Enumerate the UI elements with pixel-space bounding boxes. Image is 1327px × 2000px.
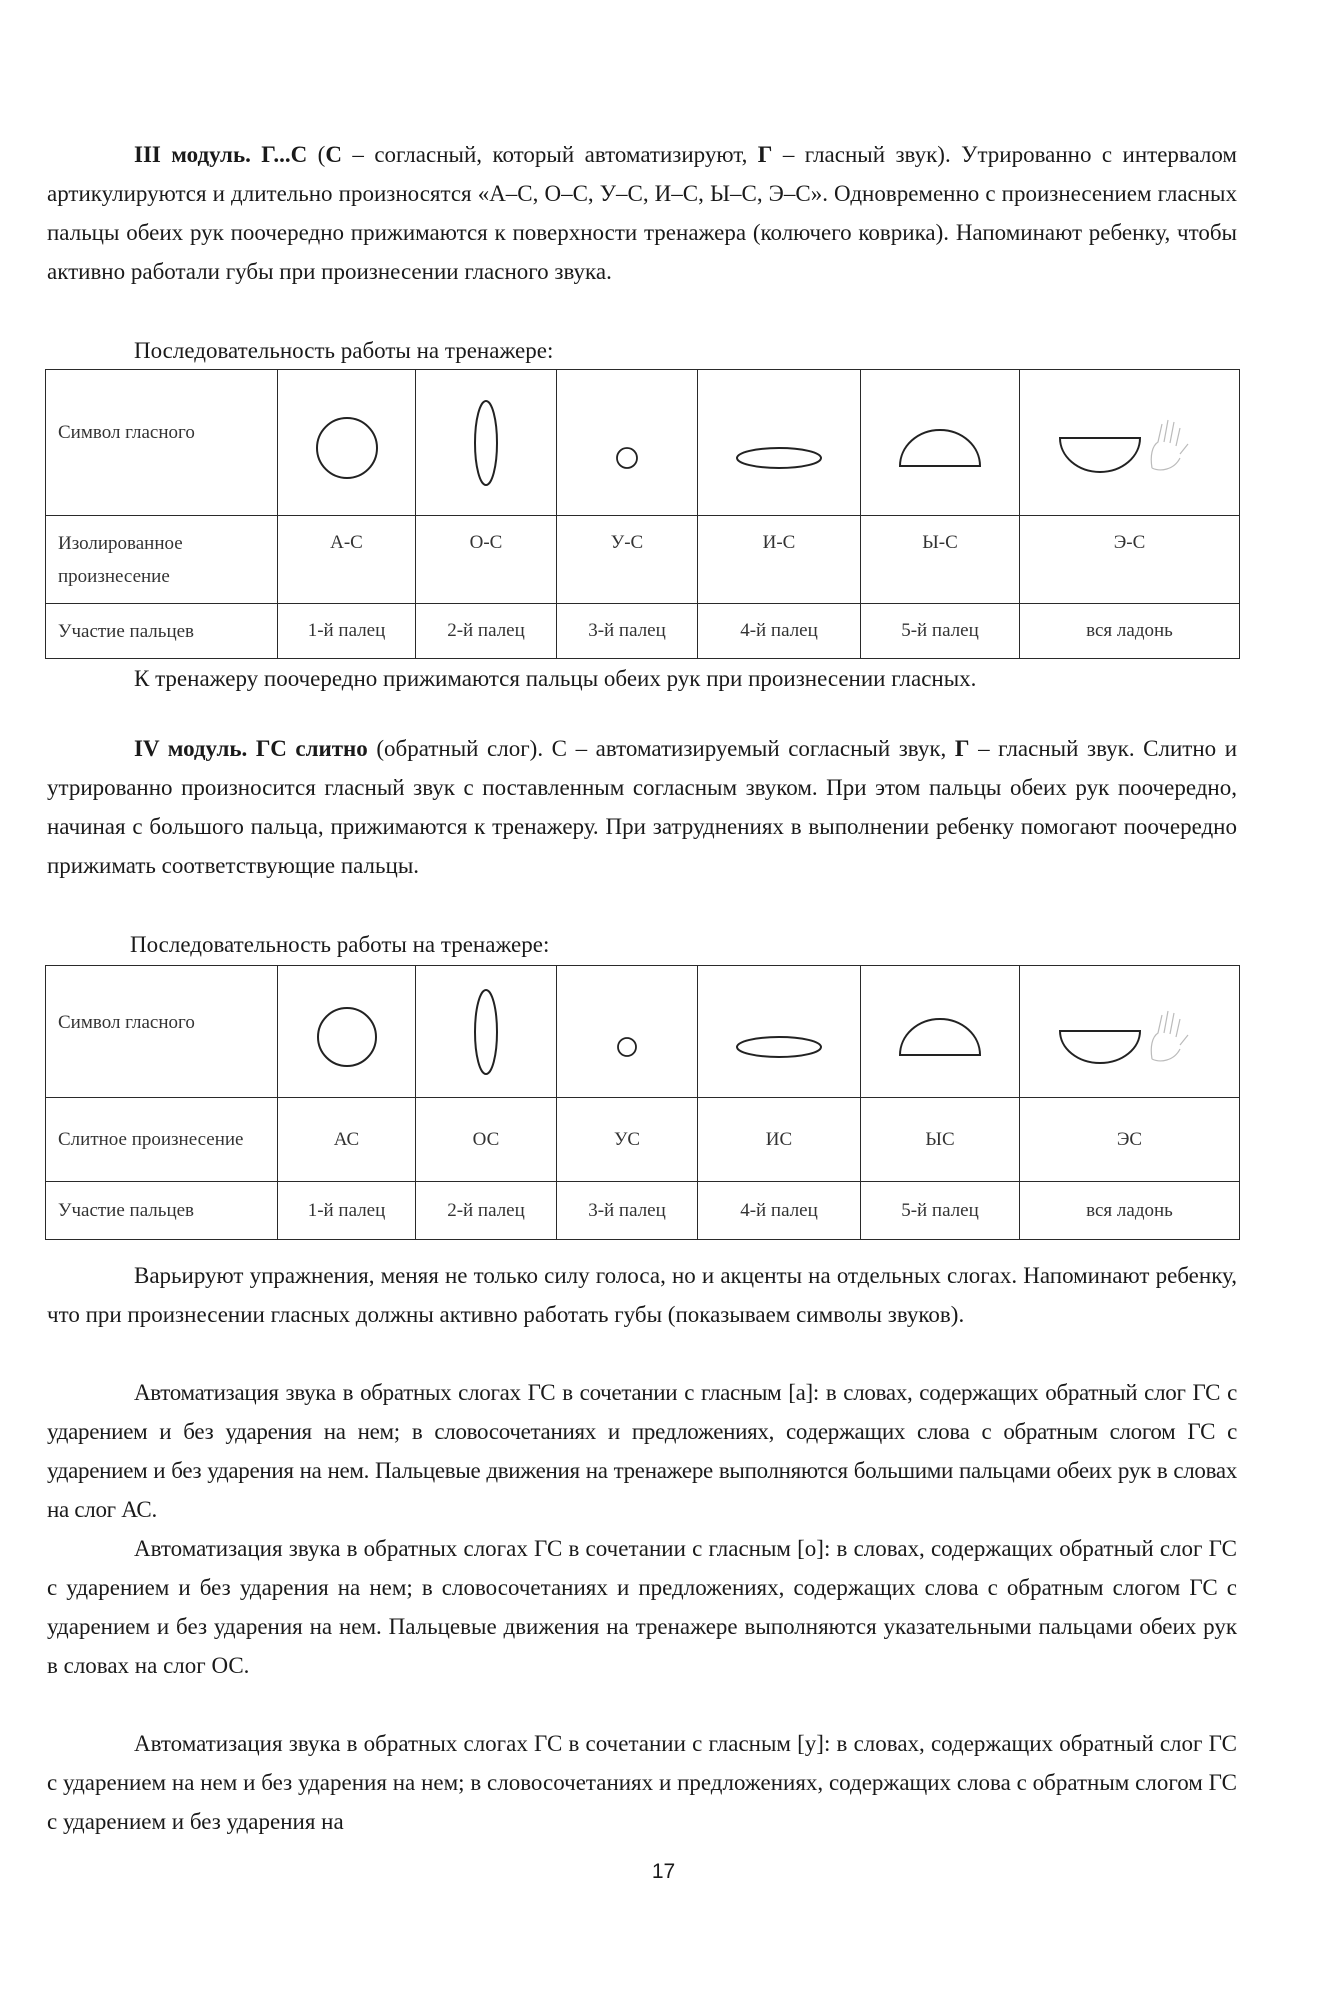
pronunciation-cell: У-С <box>557 516 698 604</box>
module3-sequence-caption: Последовательность работы на тренажере: <box>134 338 554 363</box>
small-circle-icon <box>597 398 657 488</box>
paragraph-vowel-a: Автоматизация звука в обратных слогах ГС в сочетании с гласным [а]: в словах, содержащих обратный слог ГС с ударением и без ударения на нем; в словосочетаниях и предложениях, содержащих слова с обратным слогом ГС с ударением и без ударения на нем. Пальцевые движения на тренажере выполняются большими пальцами обеих рук в словах на слог АС. <box>47 1380 1237 1522</box>
finger-cell: 4-й палец <box>698 1182 861 1240</box>
pronunciation-cell: УС <box>557 1098 698 1182</box>
module3-after-table: К тренажеру поочередно прижимаются пальцы обеих рук при произнесении гласных. <box>134 666 977 691</box>
module3-title: III модуль. Г...С <box>134 142 308 167</box>
row-pronunciation-label: Слитное произнесение <box>46 1098 278 1182</box>
circle-icon <box>307 398 387 488</box>
pronunciation-cell: Ы-С <box>861 516 1020 604</box>
hand-icon <box>1151 420 1188 470</box>
row-pronunciation-label: Изолированное произнесение <box>46 516 278 604</box>
module4-sequence-caption: Последовательность работы на тренажере: <box>130 932 550 957</box>
finger-cell: 2-й палец <box>416 1182 557 1240</box>
module3-paren: ( <box>307 142 326 167</box>
pronunciation-cell: О-С <box>416 516 557 604</box>
module4-title: IV модуль. ГС слитно <box>134 736 368 761</box>
paragraph-variations: Варьируют упражнения, меняя не только силу голоса, но и акценты на отдельных слогах. Напоминают ребенку, что при произнесении гласных должны активно работать губы (показываем символы звуков). <box>47 1263 1237 1327</box>
module3-table <box>45 369 1240 659</box>
module3-paragraph <box>47 135 1237 291</box>
row-fingers-label: Участие пальцев <box>46 1182 278 1240</box>
pronunciation-cell: Э-С <box>1020 516 1240 604</box>
pronunciation-cell: ЭС <box>1020 1098 1240 1182</box>
horizontal-ellipse-icon <box>724 987 834 1077</box>
vertical-ellipse-icon <box>456 388 516 498</box>
finger-cell: 2-й палец <box>416 604 557 659</box>
module4-table <box>45 965 1240 1240</box>
pronunciation-cell: А-С <box>278 516 416 604</box>
row-symbol-label: Символ гласного <box>46 966 278 1098</box>
dome-icon <box>885 987 995 1077</box>
finger-cell: 5-й палец <box>861 1182 1020 1240</box>
bowl-icon <box>1060 438 1140 472</box>
row-fingers-label: Участие пальцев <box>46 604 278 659</box>
finger-cell: 3-й палец <box>557 604 698 659</box>
module3-c: С <box>325 142 342 167</box>
module4-desc-b: – гласный звук. Слитно и утрированно произносится гласный звук с поставленным согласным звуком. При этом пальцы обеих рук поочередно, начиная с большого пальца, прижимаются к тренажеру. При затруднениях в выполнении ребенку помогают поочередно прижимать соответствующие пальцы. <box>47 736 1238 878</box>
finger-cell: 3-й палец <box>557 1182 698 1240</box>
dome-icon <box>885 398 995 488</box>
finger-cell: 4-й палец <box>698 604 861 659</box>
horizontal-ellipse-icon <box>724 398 834 488</box>
paragraph-vowel-u: Автоматизация звука в обратных слогах ГС в сочетании с гласным [у]: в словах, содержащих обратный слог ГС с ударением на нем и без ударения на нем; в словосочетаниях и предложениях, содержащих слова с обратным слогом ГС с ударением и без ударения на <box>47 1731 1237 1834</box>
pronunciation-cell: ОС <box>416 1098 557 1182</box>
bowl-and-hand-icons <box>1040 398 1220 488</box>
finger-cell: 1-й палец <box>278 604 416 659</box>
pronunciation-cell: АС <box>278 1098 416 1182</box>
finger-cell: 1-й палец <box>278 1182 416 1240</box>
page-number: 17 <box>651 1860 676 1883</box>
module3-desc-b: – гласный звук). Утрированно с интервалом артикулируются и длительно произносятся «А–С, О–С, У–С, И–С, Ы–С, Э–С». Одновременно с произнесением гласных пальцы обеих рук поочередно прижимаются к поверхности тренажера (колючего коврика). Напоминают ребенку, чтобы активно работали губы при произнесении гласного звука. <box>47 142 1237 284</box>
module4-g: Г <box>954 736 970 761</box>
module4-paragraph <box>47 729 1237 885</box>
vertical-ellipse-icon <box>456 977 516 1087</box>
circle-icon <box>307 987 387 1077</box>
bowl-and-hand-icons <box>1040 987 1220 1077</box>
finger-cell: вся ладонь <box>1020 604 1240 659</box>
row-symbol-label: Символ гласного <box>46 370 278 516</box>
pronunciation-cell: ЫС <box>861 1098 1020 1182</box>
small-circle-icon <box>597 987 657 1077</box>
pronunciation-cell: И-С <box>698 516 861 604</box>
paragraph-vowel-o: Автоматизация звука в обратных слогах ГС в сочетании с гласным [о]: в словах, содержащих обратный слог ГС с ударением и без ударения на нем; в словосочетаниях и предложениях, содержащих слова с обратным слогом ГС с ударением и без ударения на нем. Пальцевые движения на тренажере выполняются указательными пальцами обеих рук в словах на слог ОС. <box>47 1536 1237 1678</box>
module3-desc-a: – согласный, который автоматизируют, <box>341 142 758 167</box>
hand-icon <box>1151 1011 1188 1061</box>
module3-g: Г <box>757 142 773 167</box>
bowl-icon <box>1060 1031 1140 1063</box>
module4-desc-a: (обратный слог). С – автоматизируемый согласный звук, <box>367 736 955 761</box>
pronunciation-cell: ИС <box>698 1098 861 1182</box>
finger-cell: вся ладонь <box>1020 1182 1240 1240</box>
finger-cell: 5-й палец <box>861 604 1020 659</box>
